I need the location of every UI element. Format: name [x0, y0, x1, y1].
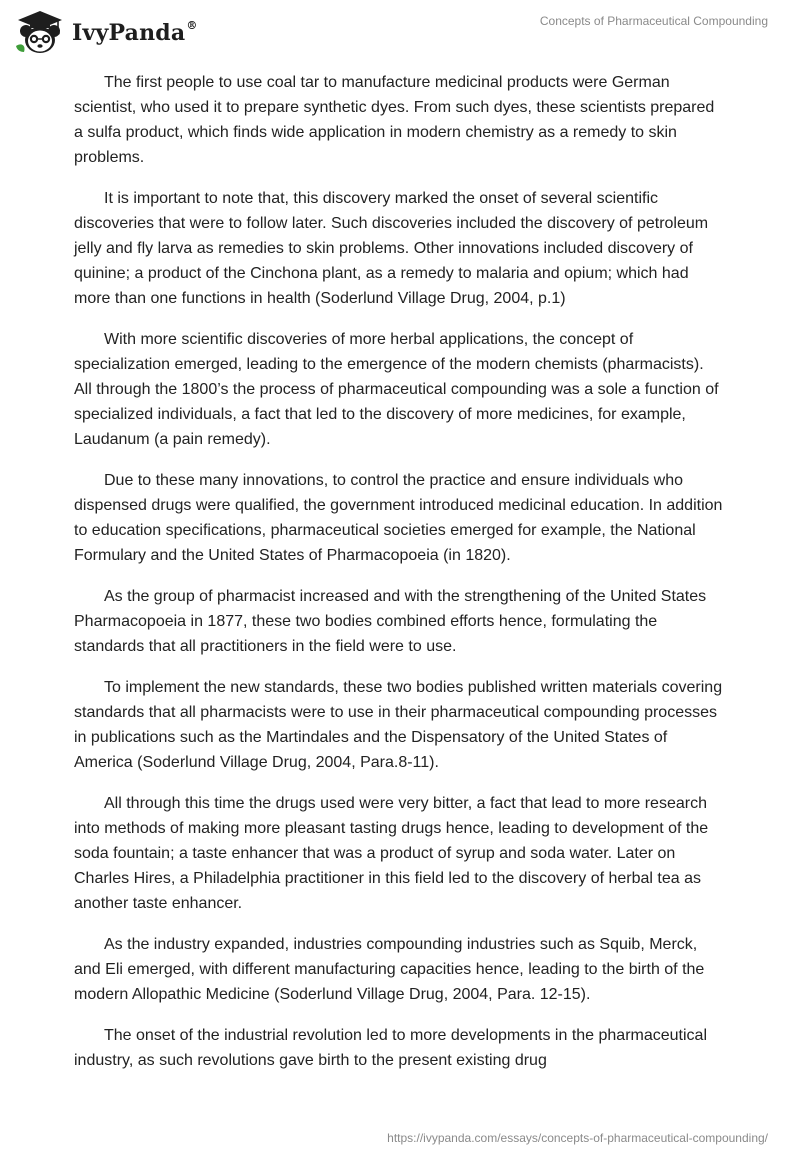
- paragraph: The first people to use coal tar to manufacture medicinal products were German scientist, who used it to prepare synthetic dyes. From such dyes, these scientists prepared a sulfa product, which finds wide application in modern chemistry as a remedy to skin problems.: [74, 74, 715, 166]
- registered-mark: ®: [186, 18, 198, 32]
- document-title: Concepts of Pharmaceutical Compounding: [539, 14, 768, 28]
- paragraph: It is important to note that, this discovery marked the onset of several scientific discoveries that were to follow later. Such discoveries included the discovery of petroleum jelly and fly larva as remedies to skin problems. Other innovations included discovery of quinine; a product of the Cinchona plant, as a remedy to malaria and opium; which had more than one functions in health (Soderlund Village Drug, 2004, p.1): [74, 190, 709, 307]
- ivypanda-logo-link[interactable]: [14, 8, 198, 56]
- essay-body: [74, 70, 724, 1089]
- paragraph: All through this time the drugs used were very bitter, a fact that lead to more research into methods of making more pleasant tasting drugs hence, leading to development of the soda fountain; a taste enhancer that was a product of syrup and soda water. Later on Charles Hires, a Philadelphia practitioner in this field led to the discovery of herbal tea as another taste enhancer.: [74, 795, 709, 912]
- paragraph: To implement the new standards, these two bodies published written materials covering standards that all pharmacists were to use in their pharmaceutical compounding processes in publications such as the Martindales and the Dispensatory of the United States of America (Soderlund Village Drug, 2004, Para.8-11).: [74, 679, 723, 771]
- paragraph: Due to these many innovations, to control the practice and ensure individuals who dispensed drugs were qualified, the government introduced medicinal education. In addition to education specifications, pharmaceutical societies emerged for example, the National Formulary and the United States of Pharmacopoeia (in 1820).: [74, 472, 723, 564]
- paragraph: As the group of pharmacist increased and with the strengthening of the United States Pharmacopoeia in 1877, these two bodies combined efforts hence, formulating the standards that all practitioners in the field were to use.: [74, 588, 707, 655]
- paragraph: With more scientific discoveries of more herbal applications, the concept of specialization emerged, leading to the emergence of the modern chemists (pharmacists). All through the 1800’s the process of pharmaceutical compounding was a sole a function of specialized individuals, a fact that led to the discovery of more medicines, for example, Laudanum (a pain remedy).: [74, 331, 719, 448]
- panda-graduate-logo-icon: [14, 8, 66, 56]
- paragraph: The onset of the industrial revolution led to more developments in the pharmaceutical industry, as such revolutions gave birth to the present existing drug: [74, 1027, 708, 1069]
- page-header: [0, 0, 800, 64]
- brand-name: IvyPanda®: [72, 18, 198, 46]
- paragraph: As the industry expanded, industries compounding industries such as Squib, Merck, and Eli emerged, with different manufacturing capacities hence, leading to the birth of the modern Allopathic Medicine (Soderlund Village Drug, 2004, Para. 12-15).: [74, 936, 705, 1003]
- source-url-link[interactable]: https://ivypanda.com/essays/concepts-of-pharmaceutical-compounding/: [387, 1131, 768, 1145]
